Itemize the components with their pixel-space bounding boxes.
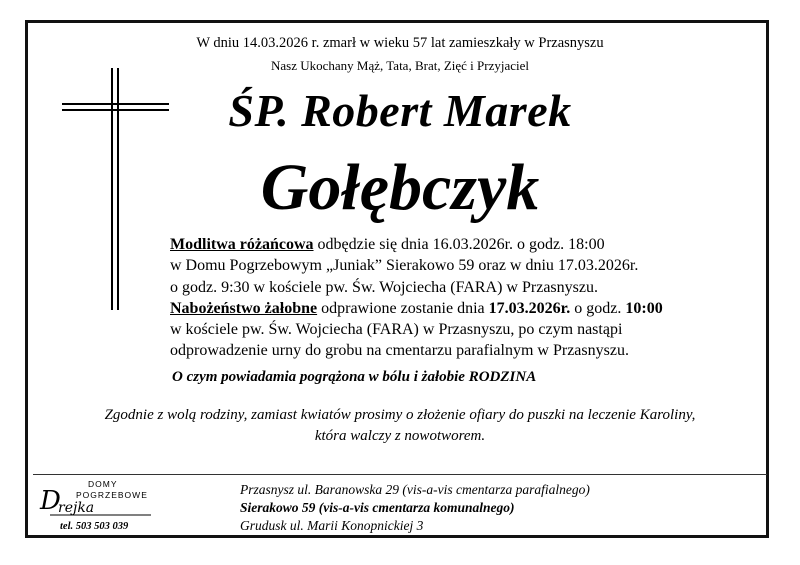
deceased-first-names: ŚP. Robert Marek	[228, 85, 572, 136]
logo-script: rejka	[58, 500, 95, 516]
rosary-line	[170, 234, 663, 255]
donation-request-line-2: która walczy z nowotworem.	[314, 428, 486, 444]
service-time: 10:00	[625, 299, 663, 317]
deceased-surname: Gołębczyk	[260, 151, 540, 224]
church-line: w kościele pw. Św. Wojciecha (FARA) w Przasnyszu, po czym nastąpi	[170, 321, 623, 339]
footer-divider	[33, 474, 767, 475]
ceremony-details	[170, 234, 663, 362]
logo-initial: D	[40, 486, 61, 516]
address-grudusk: Grudusk ul. Marii Konopnickiej 3	[240, 518, 424, 533]
death-announcement-line: W dniu 14.03.2026 r. zmarł w wieku 57 lat zamieszkały w Przasnyszu	[196, 35, 604, 51]
address-sierakowo: Sierakowo 59 (vis-a-vis cmentarza komunalnego)	[240, 500, 515, 515]
address-przasnysz: Przasnysz ul. Baranowska 29 (vis-a-vis cmentarza parafialnego)	[240, 482, 590, 497]
logo-underline-icon	[48, 512, 153, 518]
church-time-line: o godz. 9:30 w kościele pw. Św. Wojciecha (FARA) w Przasnyszu.	[170, 278, 598, 296]
phone-number: tel. 503 503 039	[60, 521, 129, 532]
family-notice: O czym powiadamia pogrążona w bólu i żałobie RODZINA	[172, 369, 537, 385]
funeral-home-line: w Domu Pogrzebowym „Juniak” Sierakowo 59 oraz w dniu 17.03.2026r.	[170, 257, 639, 275]
service-date: 17.03.2026r.	[488, 299, 571, 317]
burial-line: odprowadzenie urny do grobu na cmentarzu parafialnym w Przasnyszu.	[170, 342, 629, 360]
relations-line: Nasz Ukochany Mąż, Tata, Brat, Zięć i Przyjaciel	[270, 58, 530, 73]
service-line: Nabożeństwo żałobne odprawione zostanie dnia 17.03.2026r. o godz. 10:00	[170, 299, 663, 317]
service-label: Nabożeństwo żałobne	[170, 299, 318, 317]
rosary-label: Modlitwa różańcowa	[170, 236, 314, 253]
donation-request-line: Zgodnie z wolą rodziny, zamiast kwiatów prosimy o złożenie ofiary do puszki na leczenie Karoliny,	[104, 407, 696, 423]
rosary-text: odbędzie się dnia 16.03.2026r. o godz. 18:00	[313, 236, 605, 253]
